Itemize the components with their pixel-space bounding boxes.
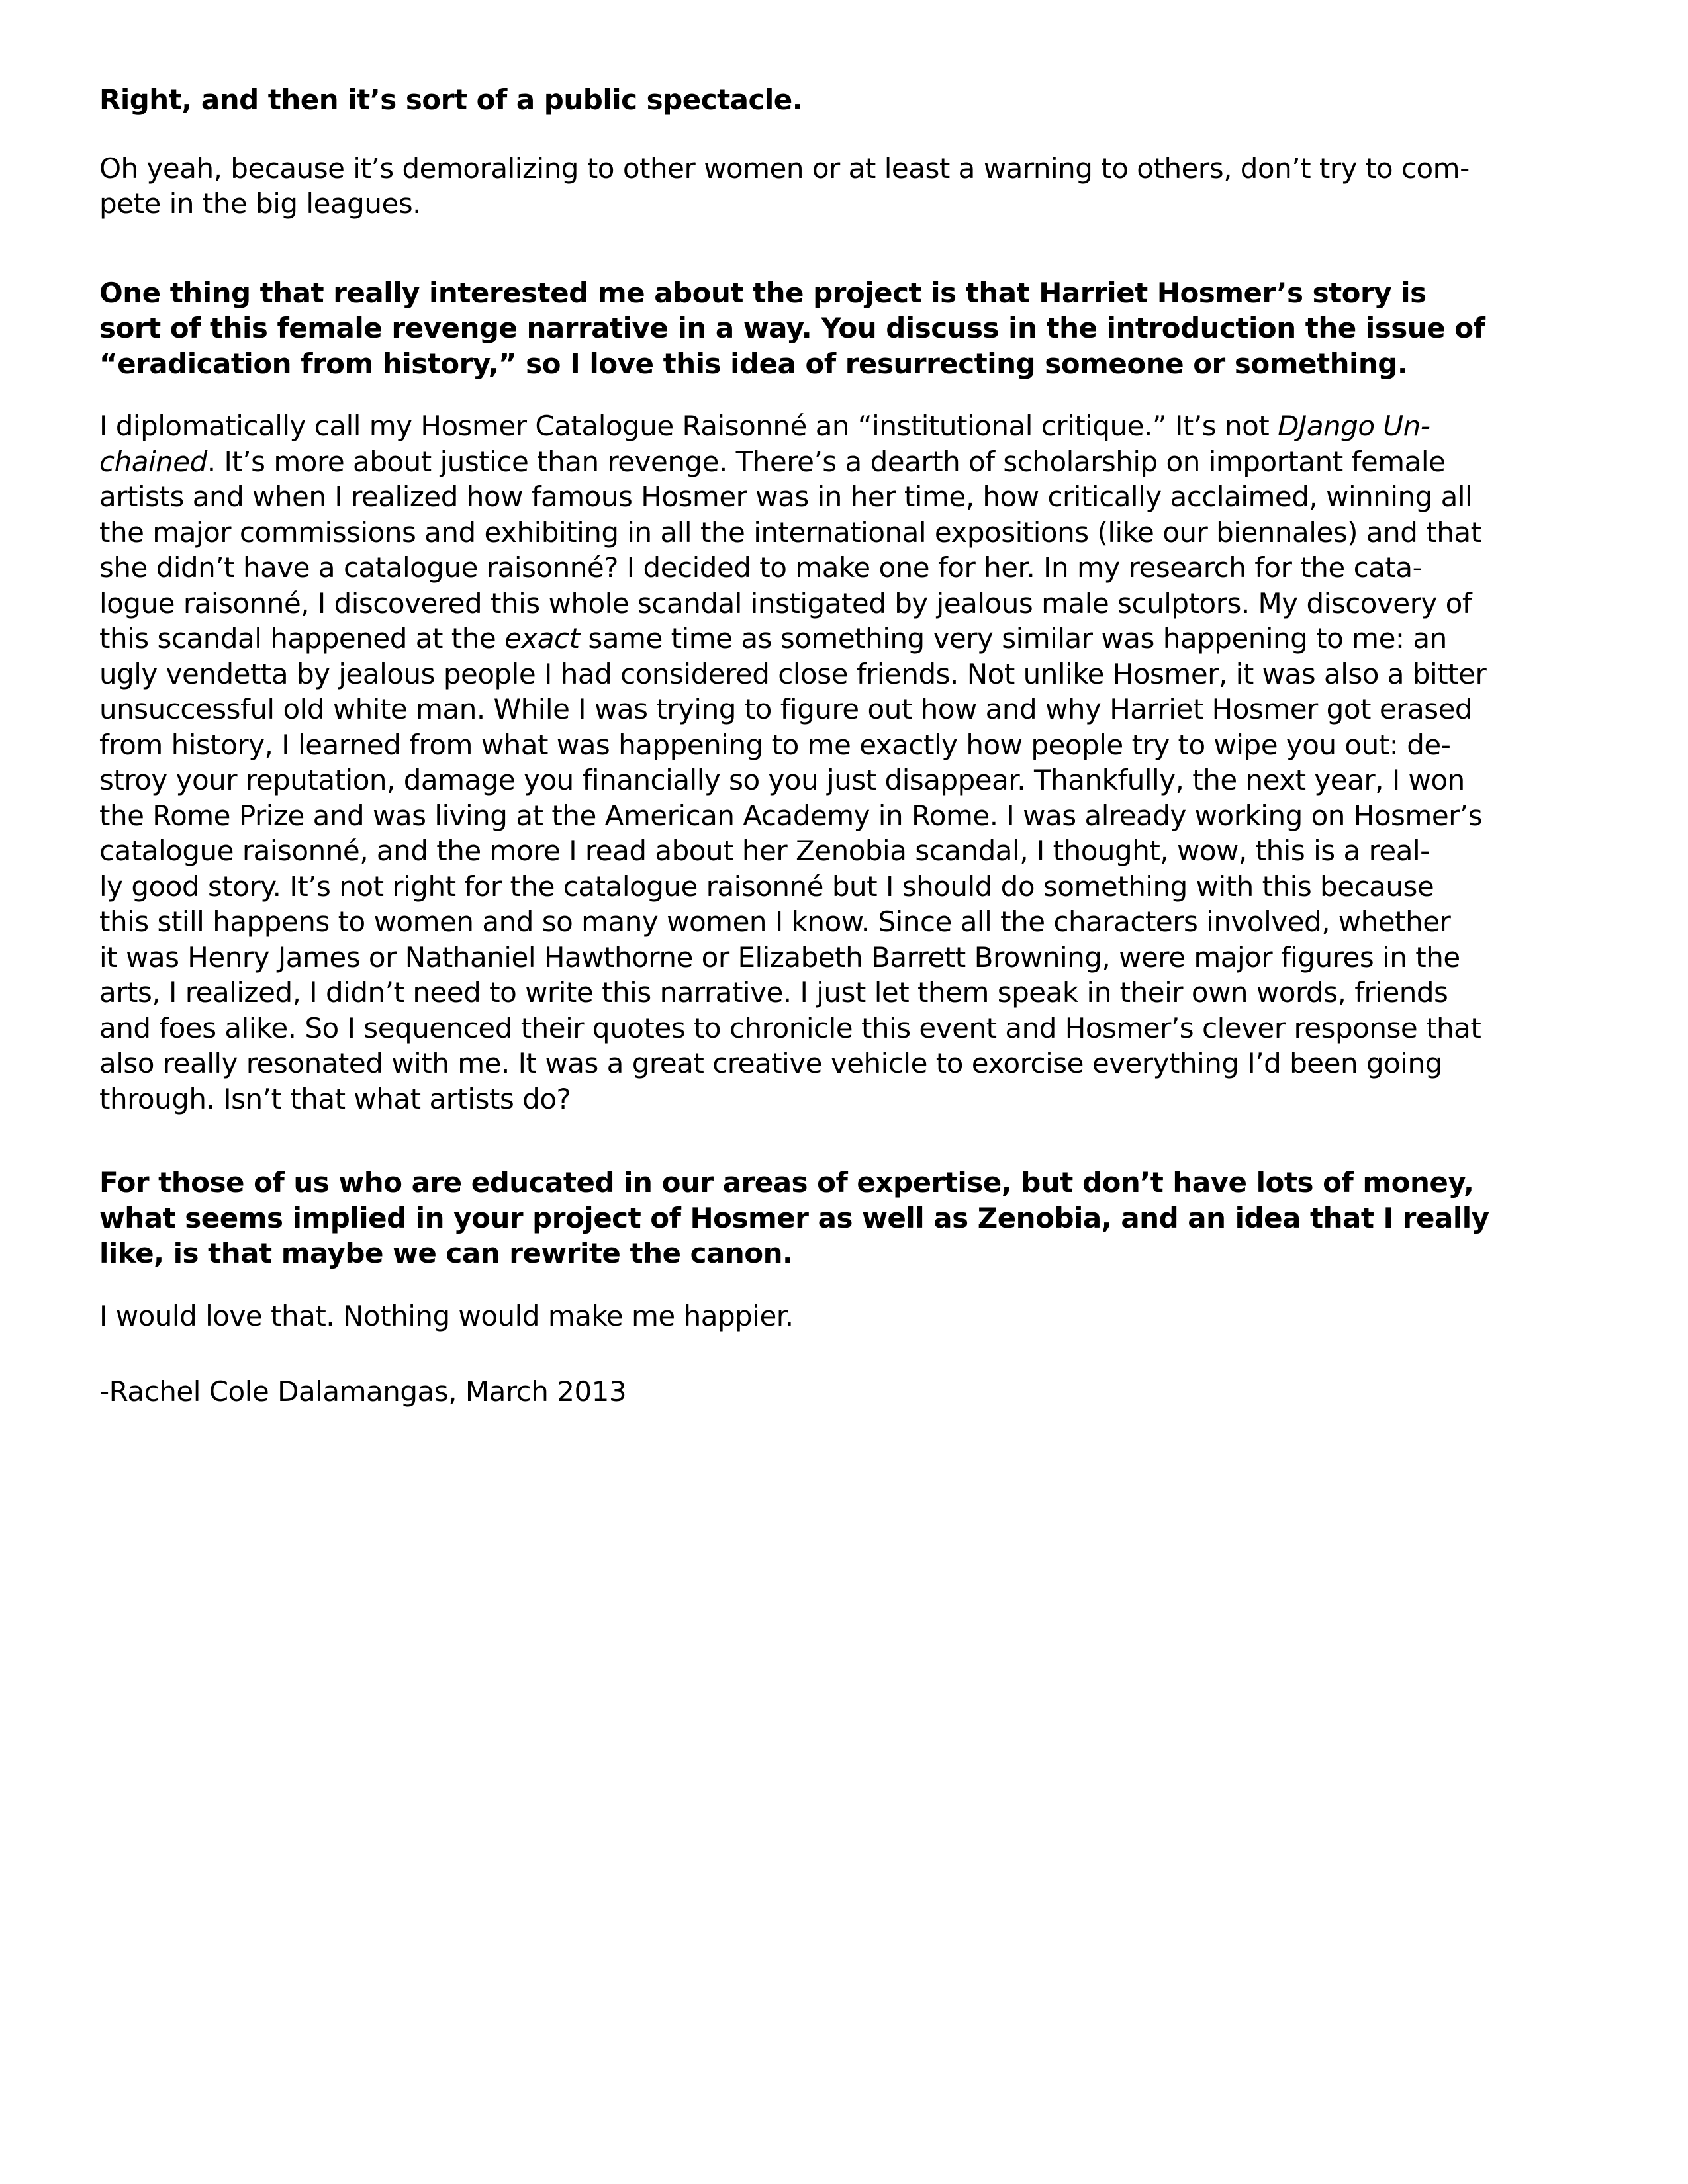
signature-line-line-1: -Rachel Cole Dalamangas, March 2013: [99, 1375, 627, 1408]
answer-paragraph-2-line-20: through. Isn’t that what artists do?: [99, 1082, 571, 1115]
signature-line: [99, 1374, 1615, 1410]
answer-paragraph-2-line-9: unsuccessful old white man. While I was trying to figure out how and why Harriet Hosmer got erased: [99, 693, 1473, 725]
answer-paragraph-2-line-14: ly good story. It’s not right for the catalogue raisonné but I should do something with this because: [99, 870, 1434, 903]
answer-paragraph-3-line-1: I would love that. Nothing would make me happier.: [99, 1299, 794, 1332]
question-heading-2-line-2: sort of this female revenge narrative in a way. You discuss in the introduction the issue of: [99, 312, 1485, 344]
answer-paragraph-1: [99, 151, 1615, 222]
answer-paragraph-2-line-4: the major commissions and exhibiting in all the international expositions (like our biennales) and that: [99, 516, 1481, 549]
answer-paragraph-2-line-17: arts, I realized, I didn’t need to write this narrative. I just let them speak in their own words, friends: [99, 976, 1448, 1009]
answer-paragraph-2-line-10: from history, I learned from what was happening to me exactly how people try to wipe you out: de-: [99, 728, 1451, 761]
answer-paragraph-2-line-7: this scandal happened at the exact same time as something very similar was happening to me: an: [99, 622, 1447, 655]
question-heading-2-line-3: “eradication from history,” so I love this idea of resurrecting someone or something.: [99, 347, 1408, 380]
answer-paragraph-2-line-8: ugly vendetta by jealous people I had considered close friends. Not unlike Hosmer, it was also a bitter: [99, 657, 1487, 690]
answer-paragraph-2-line-1: I diplomatically call my Hosmer Catalogue Raisonné an “institutional critique.” It’s not DJango Un-: [99, 410, 1430, 442]
answer-paragraph-2-line-19: also really resonated with me. It was a great creative vehicle to exorcise everything I’d been going: [99, 1047, 1442, 1079]
answer-paragraph-1-line-1: Oh yeah, because it’s demoralizing to other women or at least a warning to others, don’t try to com-: [99, 152, 1470, 185]
question-heading-2-line-1: One thing that really interested me about the project is that Harriet Hosmer’s story is: [99, 276, 1427, 309]
answer-paragraph-2-line-12: the Rome Prize and was living at the American Academy in Rome. I was already working on Hosmer’s: [99, 799, 1483, 832]
question-heading-3: [99, 1165, 1615, 1271]
italic-text: exact: [504, 622, 580, 655]
answer-paragraph-2-line-6: logue raisonné, I discovered this whole scandal instigated by jealous male sculptors. My discovery of: [99, 586, 1472, 619]
answer-paragraph-2-line-11: stroy your reputation, damage you financially so you just disappear. Thankfully, the next year, I won: [99, 764, 1465, 796]
italic-text: DJango Un-: [1278, 410, 1430, 442]
question-heading-2: [99, 275, 1615, 382]
answer-paragraph-2-line-18: and foes alike. So I sequenced their quotes to chronicle this event and Hosmer’s clever response that: [99, 1011, 1481, 1044]
question-heading-3-line-3: like, is that maybe we can rewrite the canon.: [99, 1237, 793, 1269]
answer-paragraph-2-line-15: this still happens to women and so many women I know. Since all the characters involved, whether: [99, 905, 1451, 938]
answer-paragraph-2: [99, 408, 1615, 1116]
answer-paragraph-2-line-5: she didn’t have a catalogue raisonné? I decided to make one for her. In my research for the cata-: [99, 551, 1423, 584]
italic-text: chained: [99, 445, 207, 478]
question-heading-1: [99, 82, 1615, 118]
question-heading-3-line-1: For those of us who are educated in our areas of expertise, but don’t have lots of money,: [99, 1166, 1474, 1199]
answer-paragraph-2-line-13: catalogue raisonné, and the more I read about her Zenobia scandal, I thought, wow, this is a real-: [99, 835, 1430, 867]
question-heading-3-line-2: what seems implied in your project of Hosmer as well as Zenobia, and an idea that I really: [99, 1201, 1489, 1234]
answer-paragraph-2-line-16: it was Henry James or Nathaniel Hawthorne or Elizabeth Barrett Browning, were major figures in the: [99, 940, 1460, 974]
answer-paragraph-3: [99, 1298, 1615, 1334]
question-heading-1-line-1: Right, and then it’s sort of a public spectacle.: [99, 83, 803, 116]
answer-paragraph-1-line-2: pete in the big leagues.: [99, 187, 422, 220]
answer-paragraph-2-line-3: artists and when I realized how famous Hosmer was in her time, how critically acclaimed, winning all: [99, 480, 1473, 513]
answer-paragraph-2-line-2: chained. It’s more about justice than revenge. There’s a dearth of scholarship on important female: [99, 445, 1446, 478]
